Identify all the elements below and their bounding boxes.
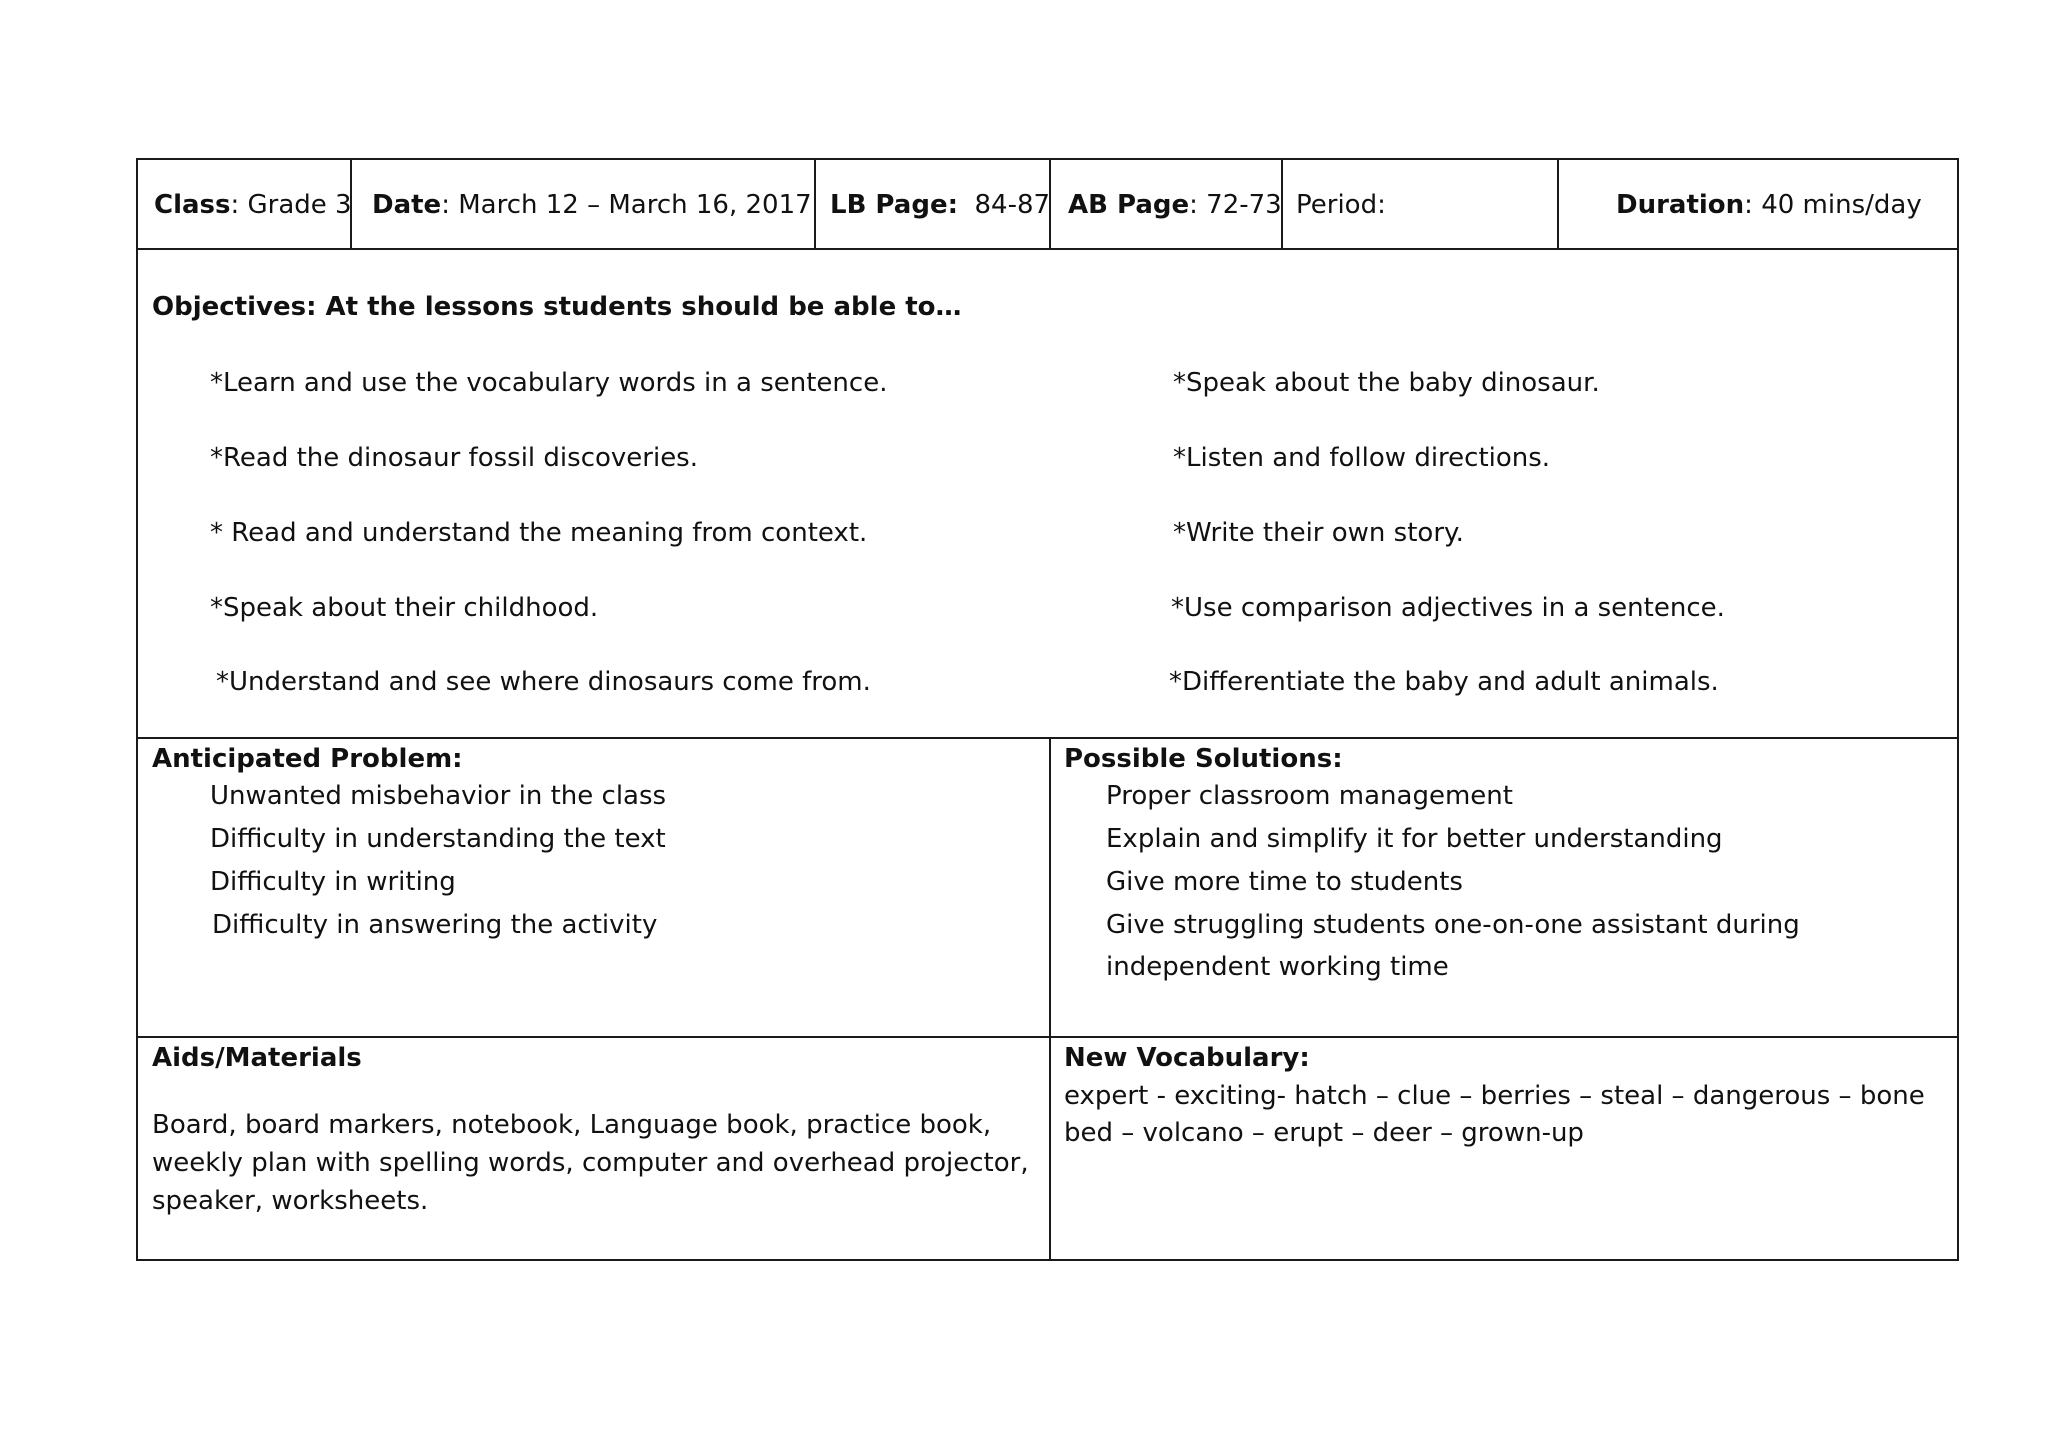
objective-right-2: *Listen and follow directions. <box>1173 443 1551 473</box>
aids-materials-heading: Aids/Materials <box>152 1043 362 1073</box>
solution-item-2: Explain and simplify it for better understanding <box>1106 824 1723 854</box>
solution-item-3: Give more time to students <box>1106 867 1463 897</box>
objective-right-5: *Differentiate the baby and adult animals. <box>1169 667 1719 697</box>
objective-left-1: *Learn and use the vocabulary words in a sentence. <box>210 368 888 398</box>
period-cell <box>1296 192 1386 218</box>
anticipated-problem-heading: Anticipated Problem: <box>152 744 463 774</box>
problem-item-2: Difficulty in understanding the text <box>210 824 666 854</box>
duration-label: Duration <box>1616 190 1745 220</box>
solution-item-5: independent working time <box>1106 952 1449 982</box>
objective-left-5: *Understand and see where dinosaurs come from. <box>216 667 871 697</box>
row-divider-objectives <box>138 737 1957 739</box>
ab-page-cell <box>1068 192 1282 218</box>
lb-page-value: 84-87 <box>974 190 1051 220</box>
objectives-heading: Objectives: At the lessons students should be able to… <box>152 292 962 322</box>
possible-solutions-heading: Possible Solutions: <box>1064 744 1343 774</box>
lb-page-label: LB Page: <box>830 190 958 220</box>
date-cell <box>372 192 812 218</box>
class-label: Class <box>154 190 231 220</box>
col-divider-date <box>814 160 816 248</box>
duration-cell <box>1616 192 1922 218</box>
solution-item-1: Proper classroom management <box>1106 781 1513 811</box>
objective-left-2: *Read the dinosaur fossil discoveries. <box>210 443 698 473</box>
row-divider-problems <box>138 1036 1957 1038</box>
period-label: Period: <box>1296 190 1386 220</box>
ab-page-value: : 72-73 <box>1189 190 1282 220</box>
aids-materials-text: Board, board markers, notebook, Language book, practice book, weekly plan with spelling words, computer and overhead projector, speaker, worksheets. <box>152 1110 1029 1216</box>
row-divider-header <box>138 248 1957 250</box>
problem-item-4: Difficulty in answering the activity <box>212 910 658 940</box>
objective-left-3: * Read and understand the meaning from context. <box>210 518 868 548</box>
vocabulary-line-2: bed – volcano – erupt – deer – grown-up <box>1064 1118 1584 1148</box>
objective-left-4: *Speak about their childhood. <box>210 593 599 623</box>
col-divider-period <box>1557 160 1559 248</box>
date-label: Date <box>372 190 442 220</box>
class-value: : Grade 3 <box>230 190 352 220</box>
col-divider-bottom-half <box>1049 737 1051 1259</box>
problem-item-1: Unwanted misbehavior in the class <box>210 781 667 811</box>
solution-item-4: Give struggling students one-on-one assistant during <box>1106 910 1800 940</box>
objective-right-4: *Use comparison adjectives in a sentence. <box>1171 593 1725 623</box>
ab-page-label: AB Page <box>1068 190 1190 220</box>
new-vocabulary-heading: New Vocabulary: <box>1064 1043 1310 1073</box>
objective-right-3: *Write their own story. <box>1173 518 1464 548</box>
date-value: : March 12 – March 16, 2017 <box>441 190 812 220</box>
problem-item-3: Difficulty in writing <box>210 867 456 897</box>
objective-right-1: *Speak about the baby dinosaur. <box>1173 368 1600 398</box>
lesson-plan-table <box>136 158 1959 1261</box>
class-cell <box>154 192 352 218</box>
lb-page-cell <box>830 192 1050 218</box>
vocabulary-line-1: expert - exciting- hatch – clue – berries – steal – dangerous – bone <box>1064 1081 1925 1111</box>
duration-value: : 40 mins/day <box>1744 190 1922 220</box>
